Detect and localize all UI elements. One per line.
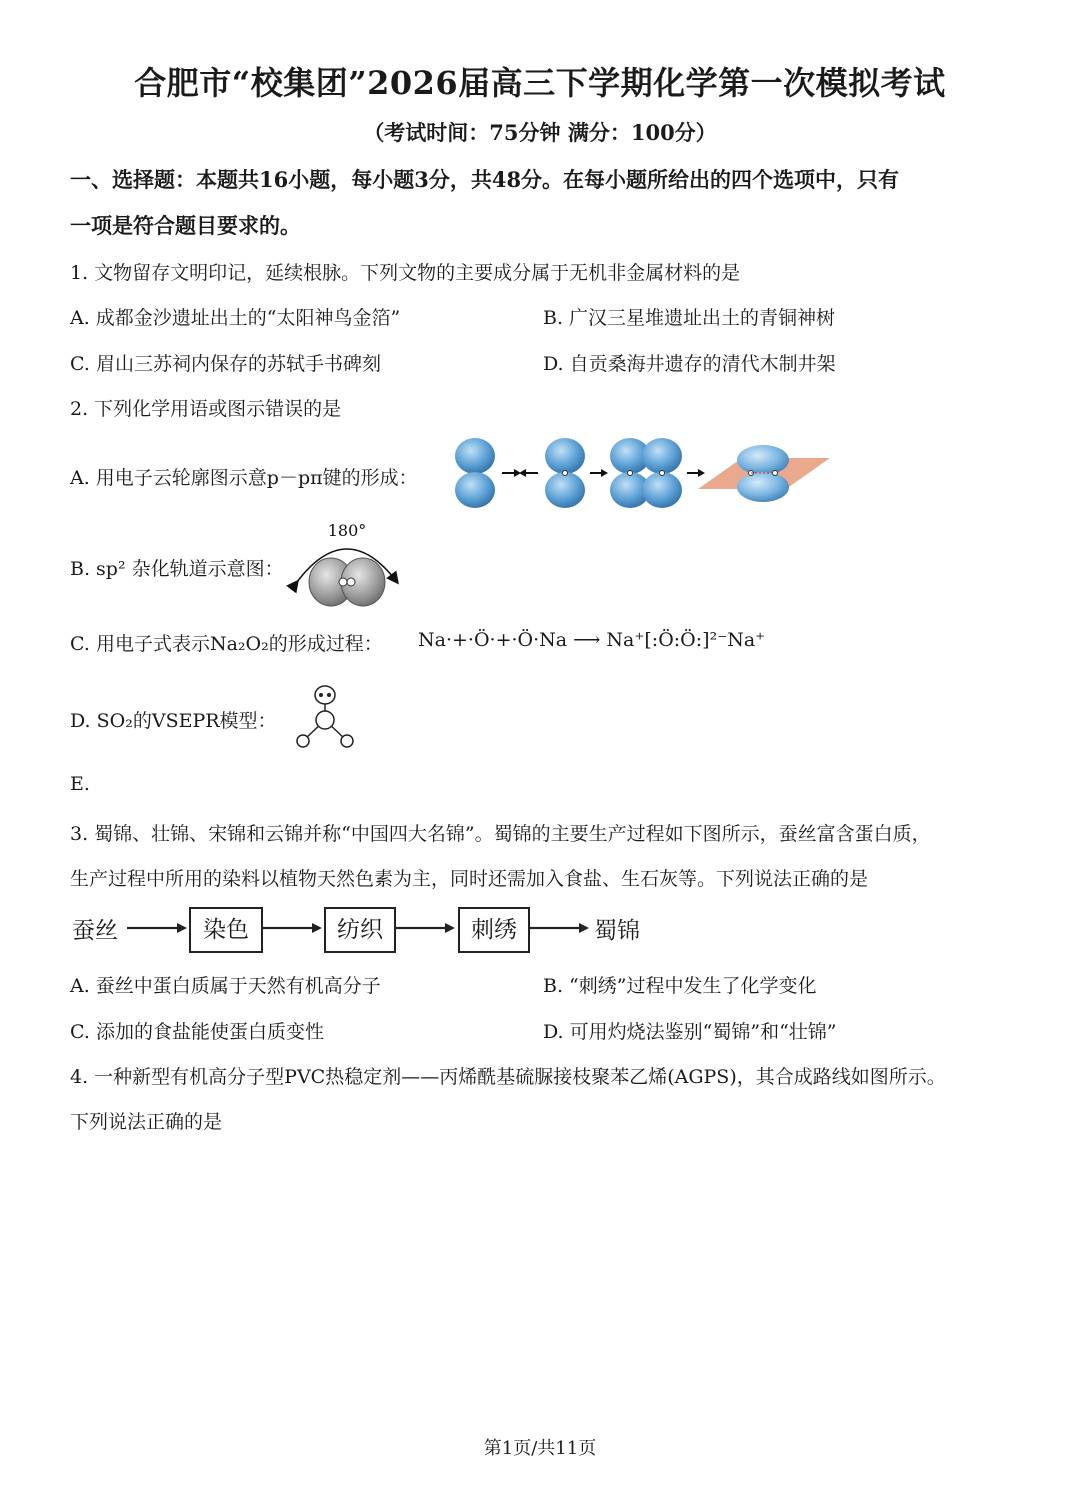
- q2-option-e: E.: [70, 773, 90, 795]
- flow-arrow-3: [395, 918, 457, 938]
- q2-option-a: A. 用电子云轮廓图示意p－pπ键的形成：: [70, 467, 418, 489]
- q1-option-d: D. 自贡桑海井遗存的清代木制井架: [543, 353, 836, 375]
- sp2-hybrid-orbital-diagram: [285, 518, 410, 610]
- q4-stem-line2: 下列说法正确的是: [70, 1111, 223, 1133]
- section-heading-line1: 一、选择题：本题共16小题，每小题3分，共48分。在每小题所给出的四个选项中，只有: [70, 167, 900, 192]
- q4-stem-line1: 4. 一种新型有机高分子型PVC热稳定剂——丙烯酰基硫脲接枝聚苯乙烯(AGPS)，其合成路线如图所示。: [70, 1066, 946, 1088]
- q1-option-c: C. 眉山三苏祠内保存的苏轼手书碑刻: [70, 353, 381, 375]
- na2o2-formation-formula: Na·+·Ö·+·Ö·Na ⟶ Na⁺[:Ö:Ö:]²⁻Na⁺: [418, 629, 766, 651]
- flow-step-dyeing: 染色: [189, 907, 263, 953]
- flow-arrow-1: [127, 918, 189, 938]
- q1-option-a: A. 成都金沙遗址出土的“太阳神鸟金箔”: [70, 307, 401, 329]
- q3-option-b: B. “刺绣”过程中发生了化学变化: [543, 975, 817, 997]
- q3-stem-line2: 生产过程中所用的染料以植物天然色素为主，同时还需加入食盐、生石灰等。下列说法正确的是: [70, 868, 869, 890]
- q2-stem: 2. 下列化学用语或图示错误的是: [70, 398, 342, 420]
- q2-option-b: B. sp² 杂化轨道示意图：: [70, 558, 284, 580]
- q1-option-b: B. 广汉三星堆遗址出土的青铜神树: [543, 307, 836, 329]
- so2-vsepr-diagram: [292, 684, 358, 750]
- q2-option-d: D. SO₂的VSEPR模型：: [70, 710, 277, 732]
- flow-step-embroidery: 刺绣: [458, 907, 530, 953]
- q3-stem-line1: 3. 蜀锦、壮锦、宋锦和云锦并称“中国四大名锦”。蜀锦的主要生产过程如下图所示，蚕丝富含蛋白质，: [70, 823, 931, 845]
- exam-title: 合肥市“校集团”2026届高三下学期化学第一次模拟考试: [134, 64, 946, 102]
- flow-step-shu-brocade: 蜀锦: [594, 918, 640, 944]
- q3-option-d: D. 可用灼烧法鉴别“蜀锦”和“壮锦”: [543, 1021, 837, 1043]
- flow-arrow-4: [529, 918, 591, 938]
- flow-arrow-2: [262, 918, 324, 938]
- section-heading-line2: 一项是符合题目要求的。: [70, 213, 301, 238]
- flow-step-weaving: 纺织: [324, 907, 396, 953]
- q3-option-c: C. 添加的食盐能使蛋白质变性: [70, 1021, 324, 1043]
- q2-option-c: C. 用电子式表示Na₂O₂的形成过程：: [70, 633, 383, 655]
- angle-label: 180°: [327, 521, 367, 540]
- page-number: 第1页/共11页: [483, 1438, 597, 1459]
- p-p-pi-bond-diagram: [450, 436, 835, 510]
- exam-subtitle: （考试时间：75分钟 满分：100分）: [363, 120, 717, 145]
- q3-option-a: A. 蚕丝中蛋白质属于天然有机高分子: [70, 975, 381, 997]
- q1-stem: 1. 文物留存文明印记，延续根脉。下列文物的主要成分属于无机非金属材料的是: [70, 262, 741, 284]
- flow-step-silk: 蚕丝: [72, 918, 118, 944]
